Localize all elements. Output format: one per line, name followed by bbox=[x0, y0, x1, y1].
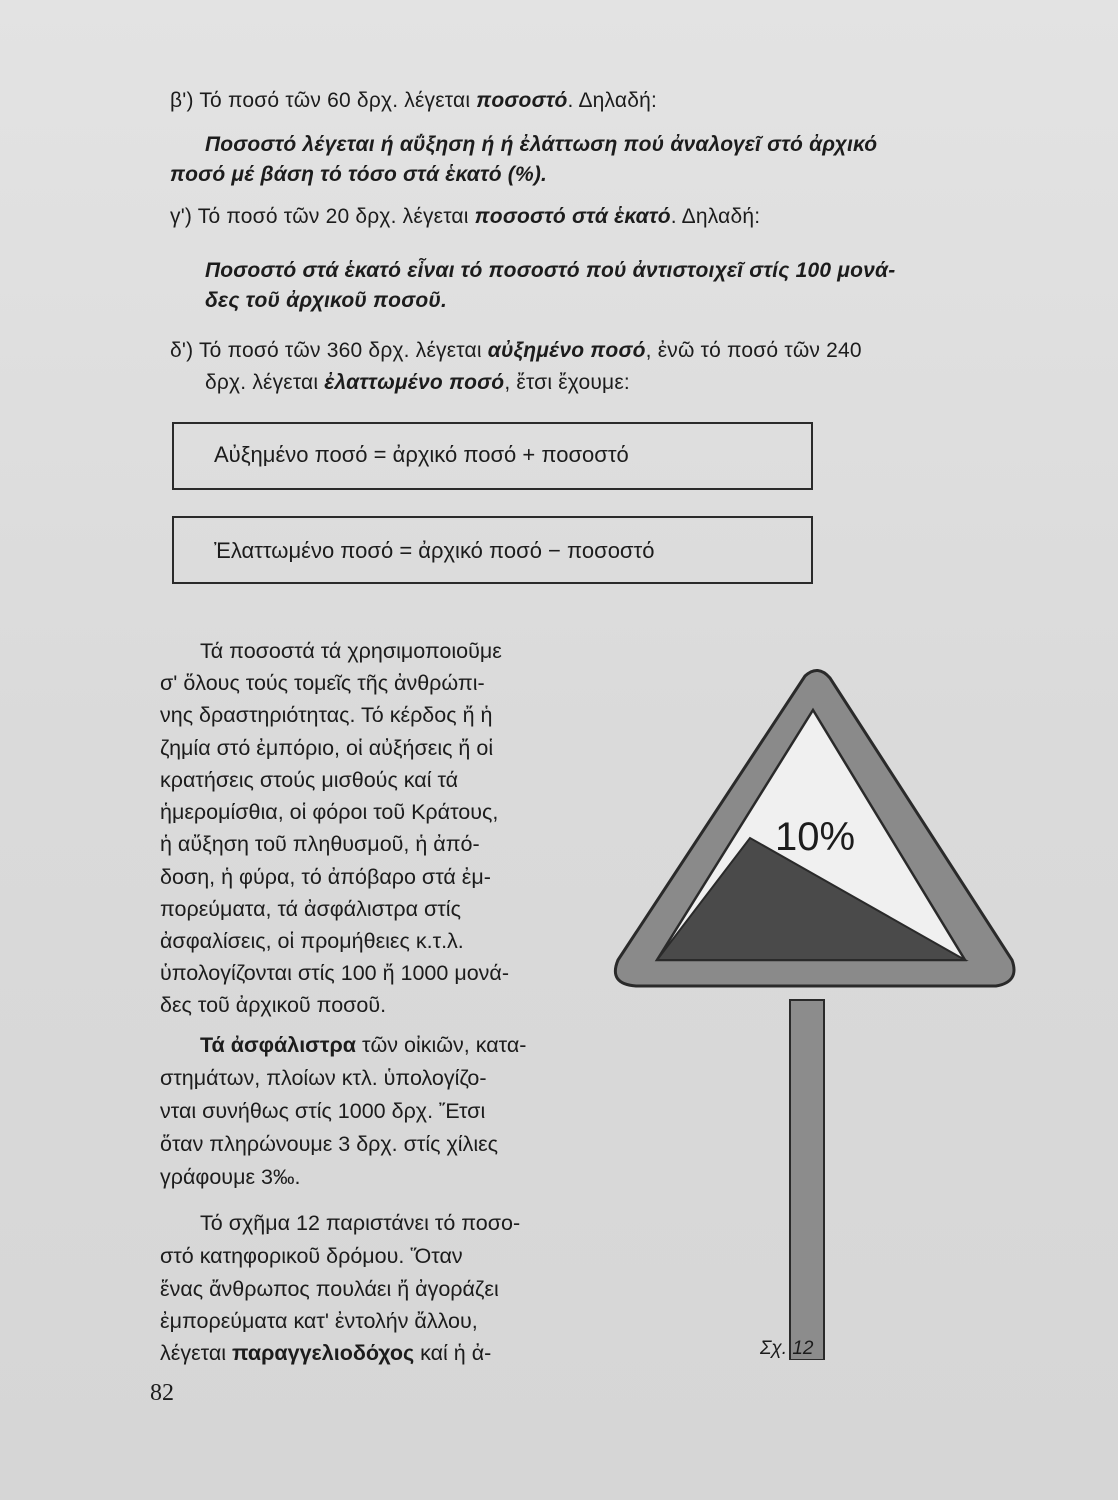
sign-pole bbox=[790, 1000, 824, 1360]
left-col-line-9: πορεύματα, τά ἀσφάλιστρα στίς bbox=[160, 897, 461, 921]
left-col-line-3: νης δραστηριότητας. Τό κέρδος ἤ ἡ bbox=[160, 703, 493, 727]
paragraph-b-text: β') Τό ποσό τῶν 60 δρχ. λέγεται bbox=[170, 89, 477, 112]
figure-para-line-2: στό κατηφορικοῦ δρόμου. Ὅταν bbox=[160, 1244, 463, 1268]
figure-para-line-1: Τό σχῆμα 12 παριστάνει τό ποσο- bbox=[200, 1211, 521, 1235]
figure-para-line-4: ἐμπορεύματα κατ' ἐντολήν ἄλλου, bbox=[160, 1309, 478, 1333]
insurance-line-1-text: τῶν οἰκιῶν, κατα- bbox=[356, 1033, 527, 1057]
left-col-line-5: κρατήσεις στούς μισθούς καί τά bbox=[160, 768, 459, 792]
left-col-line-2: σ' ὅλους τούς τομεῖς τῆς ἀνθρώπι- bbox=[160, 671, 485, 695]
paragraph-d-line-2-text: δρχ. λέγεται bbox=[205, 371, 325, 394]
insurance-line-3: νται συνήθως στίς 1000 δρχ. Ἔτσι bbox=[160, 1099, 486, 1123]
insurance-line-1 bbox=[200, 1030, 526, 1061]
left-col-line-7: ἡ αὔξηση τοῦ πληθυσμοῦ, ἡ ἀπό- bbox=[160, 832, 480, 856]
definition-c-line-2: δες τοῦ ἀρχικοῦ ποσοῦ. bbox=[205, 289, 448, 312]
left-col-line-6: ἡμερομίσθια, οἱ φόροι τοῦ Κράτους, bbox=[160, 800, 499, 824]
formula-decreased: Ἐλαττωμένο ποσό = ἀρχικό ποσό − ποσοστό bbox=[214, 538, 655, 563]
paragraph-c bbox=[170, 202, 760, 232]
road-sign-figure bbox=[600, 660, 1020, 1360]
page-number: 82 bbox=[150, 1380, 174, 1406]
paragraph-d-line-2-suffix: , ἔτσι ἔχουμε: bbox=[504, 371, 630, 394]
insurance-line-4: ὅταν πληρώνουμε 3 δρχ. στίς χίλιες bbox=[160, 1132, 499, 1156]
figure-para-line-5 bbox=[160, 1338, 491, 1369]
insurance-line-2: στημάτων, πλοίων κτλ. ὑπολογίζο- bbox=[160, 1066, 487, 1090]
paragraph-b-suffix: . Δηλαδή: bbox=[567, 89, 658, 112]
figure-para-line-5-text: λέγεται bbox=[160, 1341, 233, 1365]
formula-box-decreased bbox=[172, 516, 813, 584]
term-pososto-sta-ekato: ποσοστό στά ἑκατό bbox=[474, 205, 671, 228]
paragraph-b bbox=[170, 86, 657, 116]
definition-c-line-1: Ποσοστό στά ἑκατό εἶναι τό ποσοστό πού ἀντιστοιχεῖ στίς 100 μονά- bbox=[205, 259, 896, 282]
definition-b-line-2: ποσό μέ βάση τό τόσο στά ἑκατό (%). bbox=[170, 163, 548, 186]
left-col-line-10: ἀσφαλίσεις, οἱ προμήθειες κ.τ.λ. bbox=[160, 929, 464, 953]
formula-box-increased bbox=[172, 422, 813, 490]
left-col-line-12: δες τοῦ ἀρχικοῦ ποσοῦ. bbox=[160, 993, 387, 1017]
paragraph-d-line-2 bbox=[205, 368, 630, 398]
definition-b-line-1: Ποσοστό λέγεται ή αΰξηση ή ή ἐλάττωση πού ἀναλογεῖ στό ἀρχικό bbox=[205, 133, 878, 156]
left-col-line-11: ὑπολογίζονται στίς 100 ἤ 1000 μονά- bbox=[160, 961, 509, 985]
term-insurance-premiums: Τά ἀσφάλιστρα bbox=[200, 1033, 357, 1057]
insurance-line-5: γράφουμε 3‰. bbox=[160, 1165, 301, 1189]
term-increased-amount: αὐξημένο ποσό bbox=[487, 339, 646, 362]
term-pososto: ποσοστό bbox=[476, 89, 568, 112]
sign-percent-label: 10% bbox=[775, 815, 856, 859]
paragraph-c-text: γ') Τό ποσό τῶν 20 δρχ. λέγεται bbox=[170, 205, 475, 228]
paragraph-d-text: δ') Τό ποσό τῶν 360 δρχ. λέγεται bbox=[170, 339, 488, 362]
paragraph-d-suffix: , ἐνῶ τό ποσό τῶν 240 bbox=[645, 339, 862, 362]
paragraph-d-line-1 bbox=[170, 336, 862, 366]
figure-para-line-3: ἕνας ἄνθρωπος πουλάει ἤ ἀγοράζει bbox=[160, 1277, 499, 1301]
figure-caption: Σχ. 12 bbox=[760, 1338, 814, 1359]
figure-para-line-5-suffix: καί ἡ ἀ- bbox=[414, 1341, 492, 1365]
left-col-line-4: ζημία στό ἐμπόριο, οἱ αὐξήσεις ἤ οἱ bbox=[160, 736, 494, 760]
paragraph-c-suffix: . Δηλαδή: bbox=[670, 205, 761, 228]
term-commission-agent: παραγγελιοδόχος bbox=[232, 1341, 415, 1365]
formula-increased: Αὐξημένο ποσό = ἀρχικό ποσό + ποσοστό bbox=[214, 442, 629, 467]
left-col-line-1: Τά ποσοστά τά χρησιμοποιοῦμε bbox=[200, 639, 502, 663]
term-decreased-amount: ἐλαττωμένο ποσό bbox=[324, 371, 505, 394]
left-col-line-8: δοση, ἡ φύρα, τό ἀπόβαρο στά ἐμ- bbox=[160, 865, 491, 889]
